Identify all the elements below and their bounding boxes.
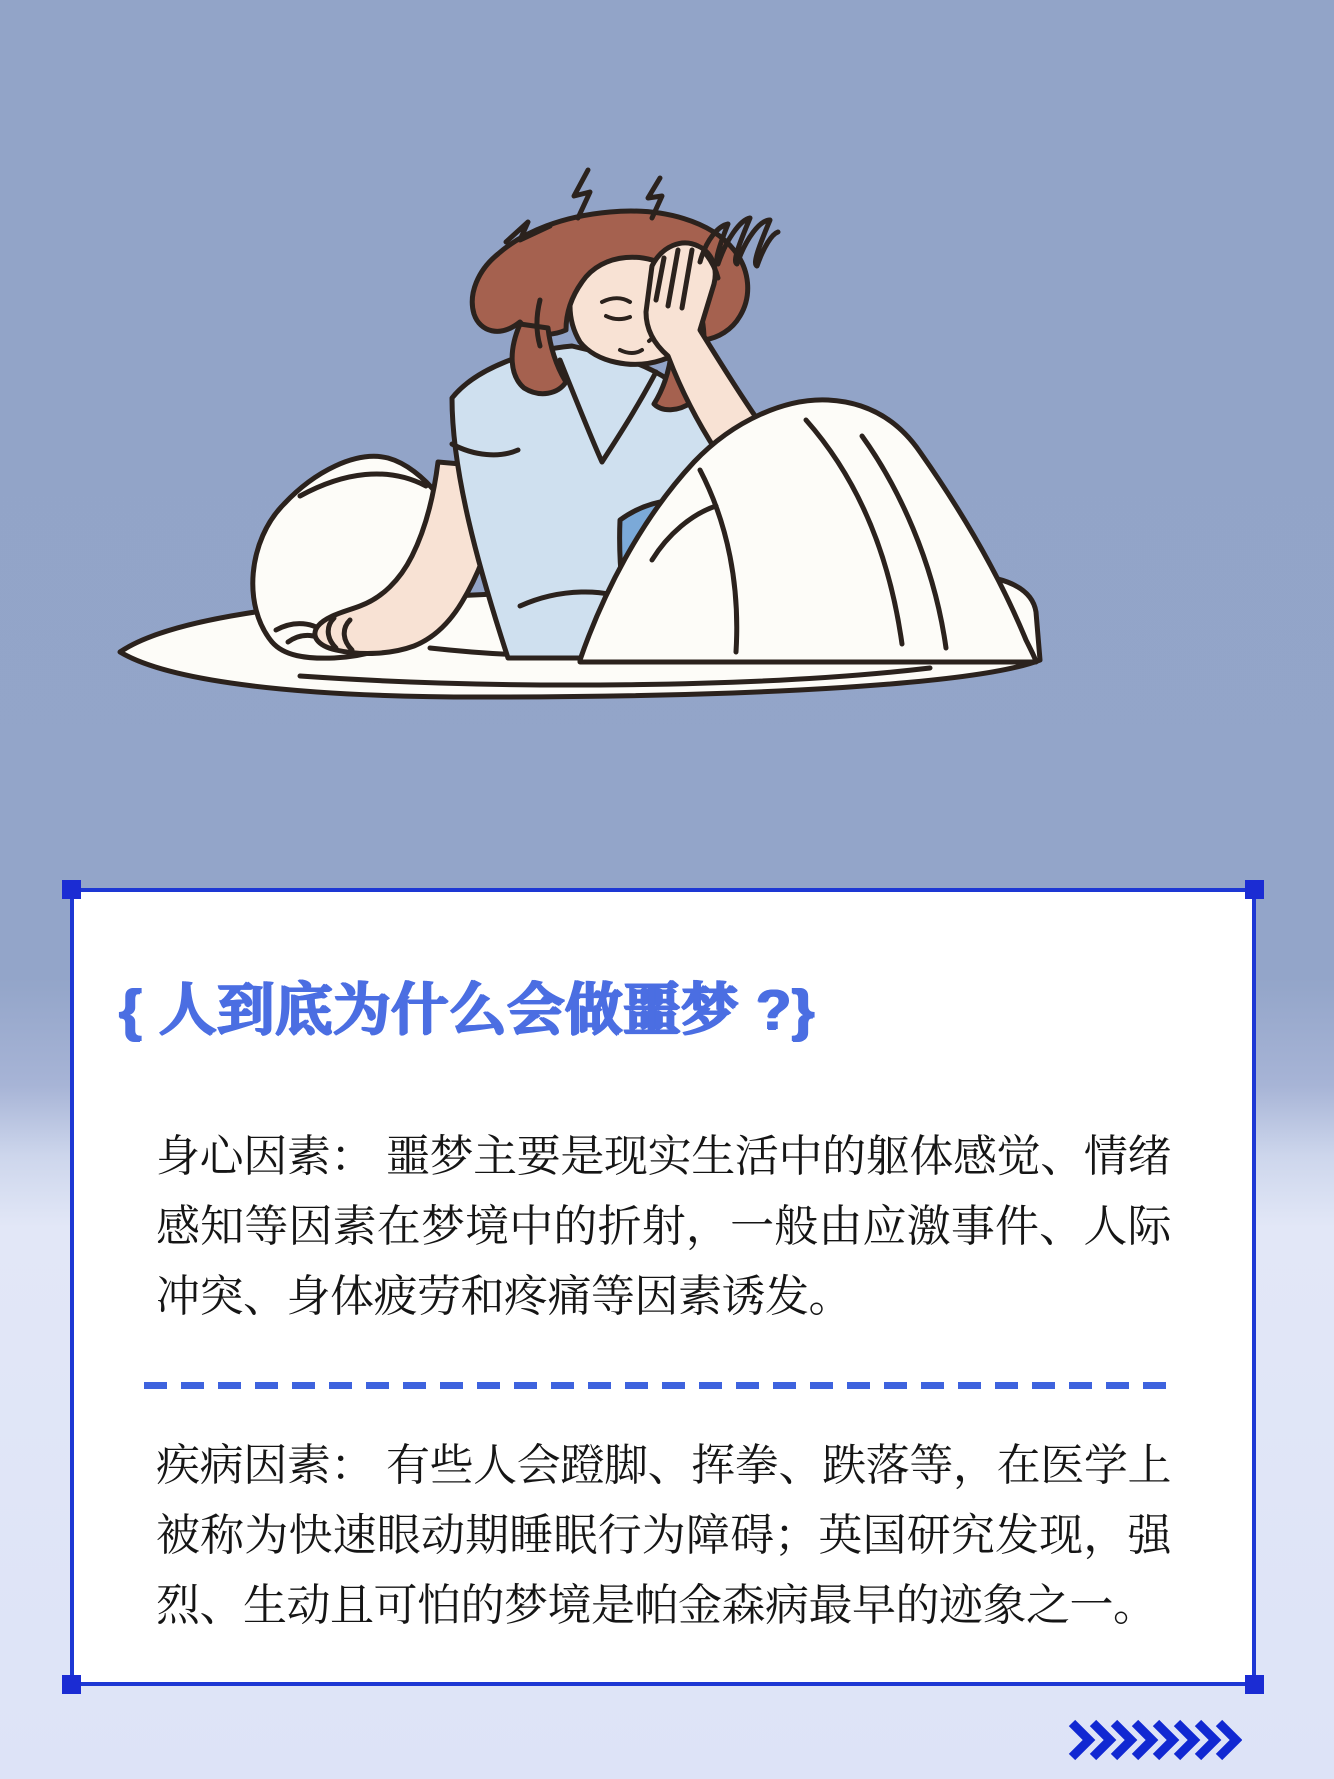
paragraph-mind-body-factors: 身心因素： 噩梦主要是现实生活中的躯体感觉、情绪感知等因素在梦境中的折射，一般由应激事件、人际冲突、身体疲劳和疼痛等因素诱发。	[156, 1132, 1171, 1321]
distressed-woman-illustration	[0, 0, 1334, 760]
corner-square-bottom-left	[62, 1675, 81, 1694]
corner-square-top-right	[1245, 880, 1264, 899]
info-card	[70, 888, 1256, 1686]
card-title: { 人到底为什么会做噩梦 ?}	[119, 978, 815, 1042]
dashed-divider	[144, 1382, 1167, 1389]
paragraph-disease-factors: 疾病因素： 有些人会蹬脚、挥拳、跌落等，在医学上被称为快速眼动期睡眠行为障碍；英国研究发现，强烈、生动且可怕的梦境是帕金森病最早的迹象之一。	[156, 1441, 1171, 1630]
corner-square-bottom-right	[1245, 1675, 1264, 1694]
chevrons-icon	[1066, 1718, 1242, 1762]
corner-square-top-left	[62, 880, 81, 899]
